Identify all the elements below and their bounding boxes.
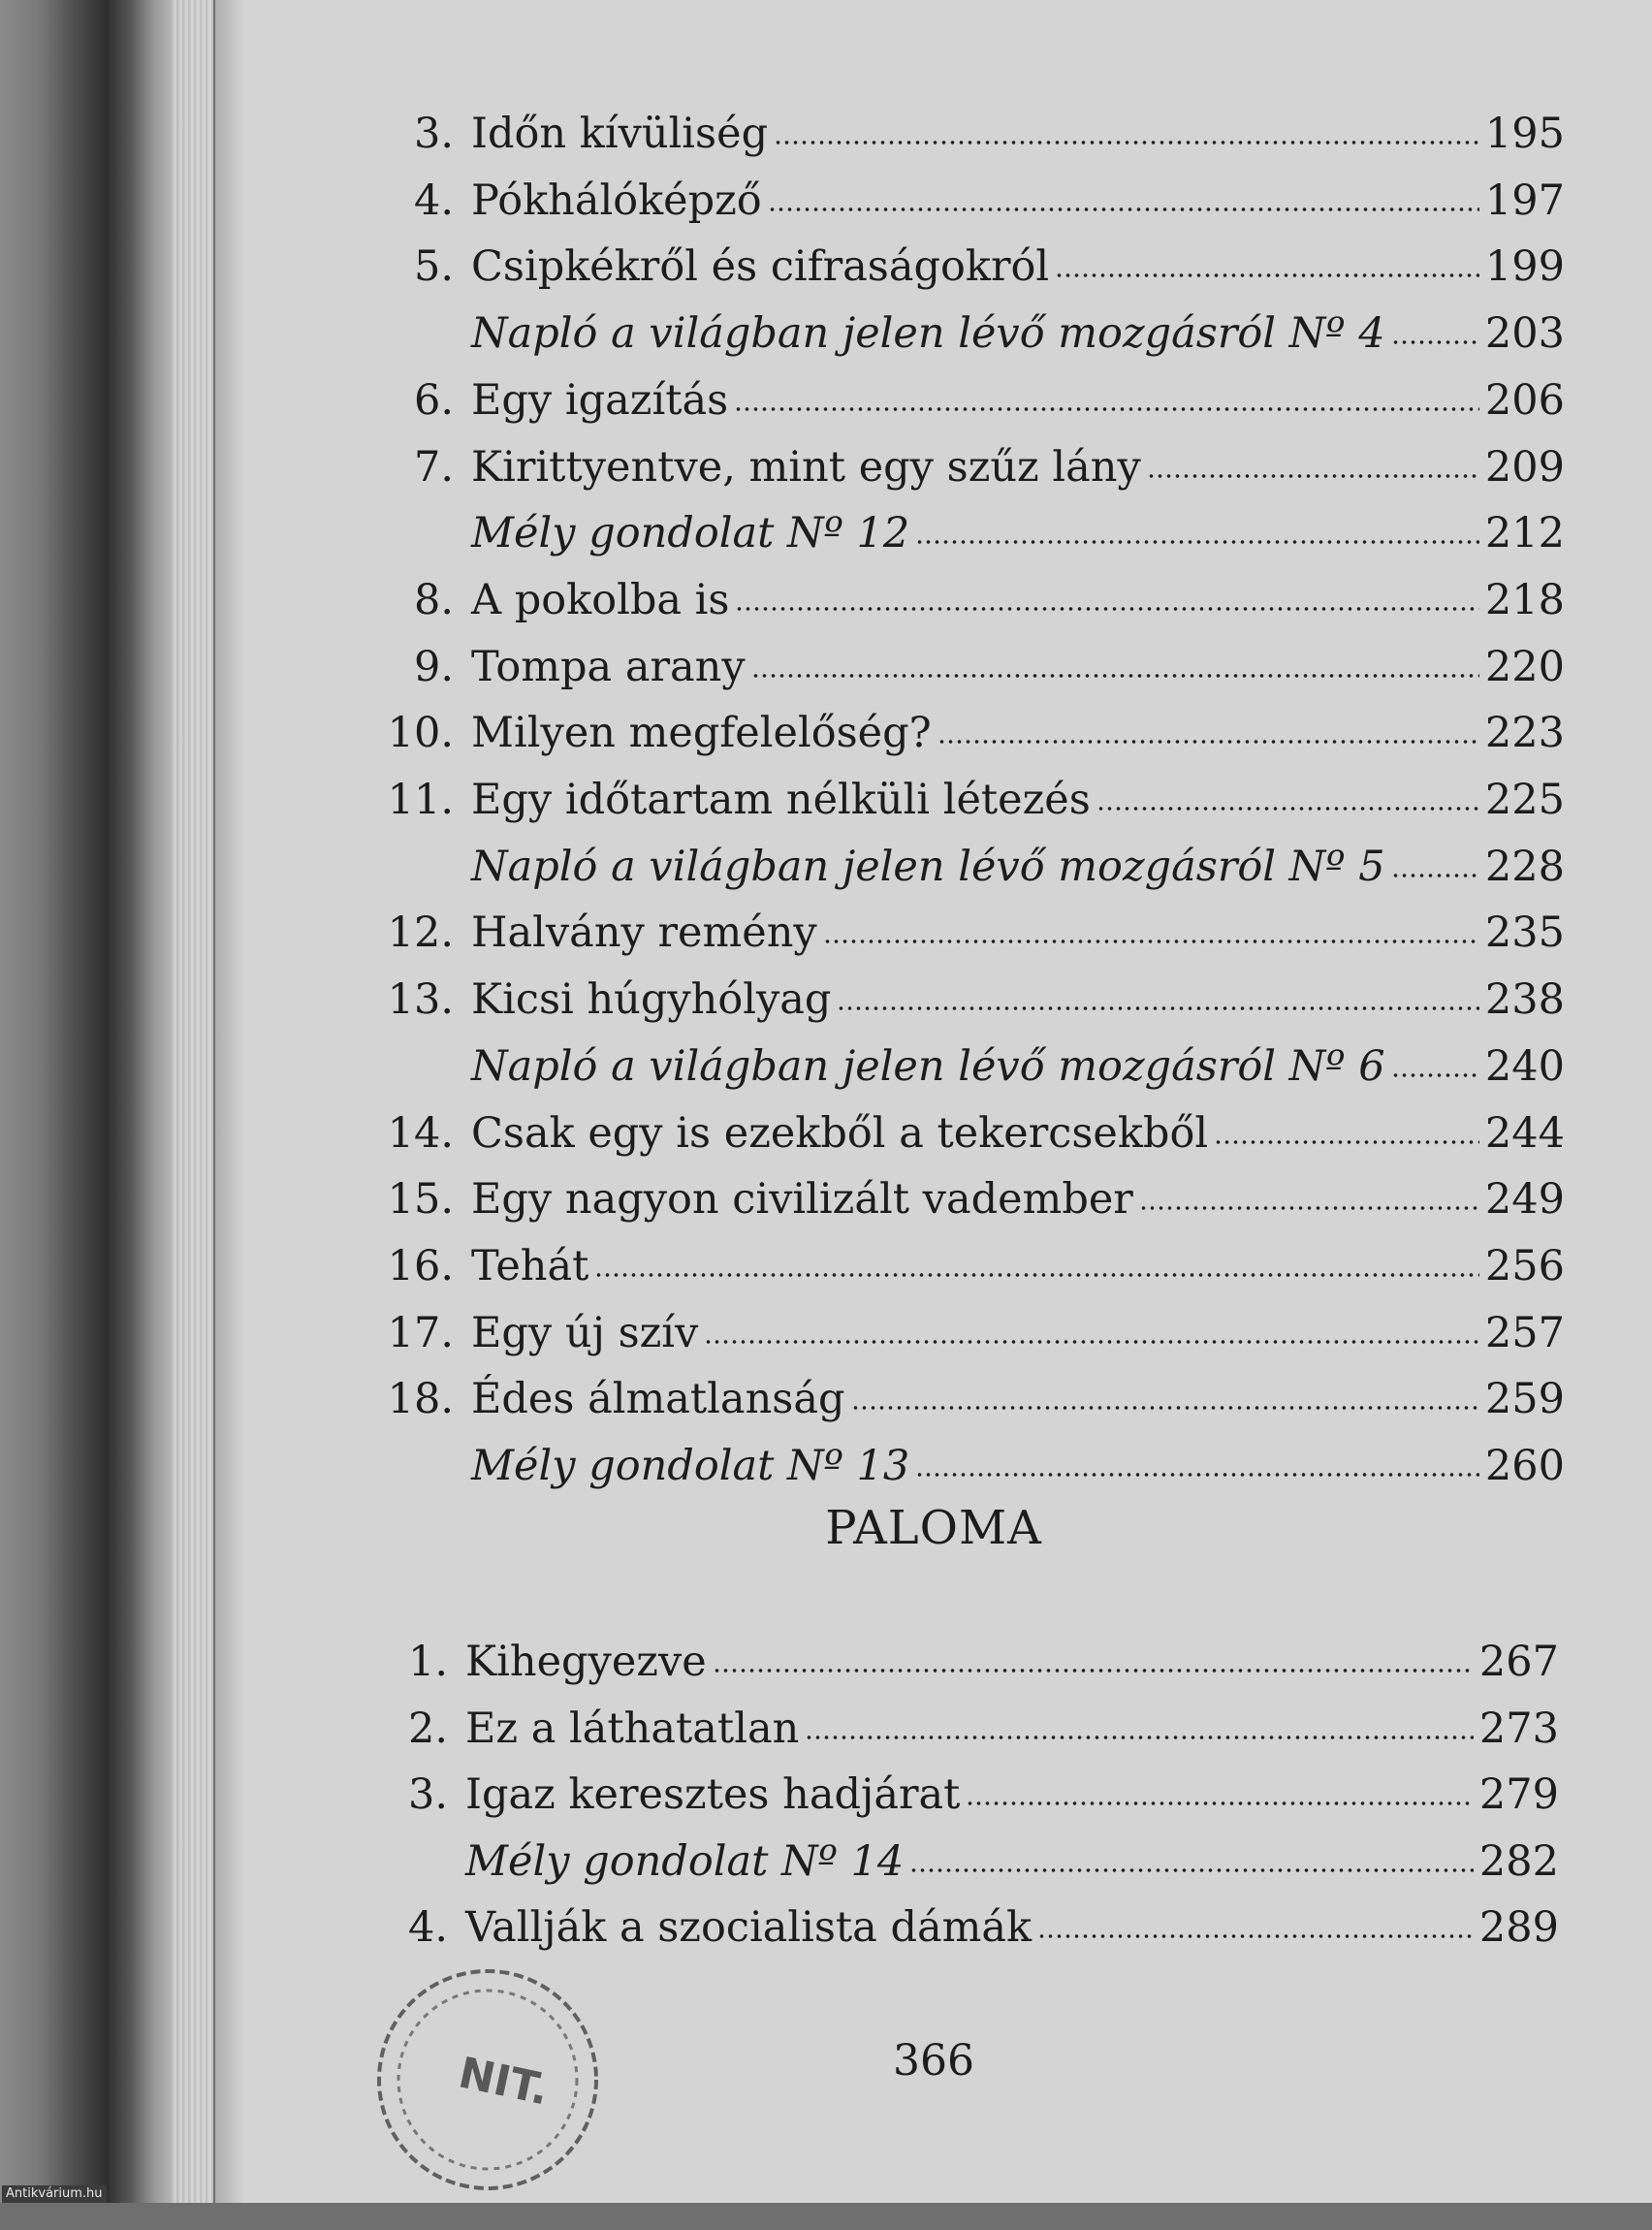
toc-entry-page: 249 [1484, 1175, 1565, 1225]
toc-entry-page: 267 [1478, 1638, 1559, 1686]
toc-entry-page: 238 [1484, 975, 1565, 1025]
toc-entry-title: Mély gondolat Nº 13 [471, 1442, 910, 1490]
toc-entry [225, 1237, 1565, 1295]
toc-entry-number: 3. [413, 110, 454, 158]
toc-entry-leader-dots [1096, 806, 1479, 812]
toc-entry-title: Tompa arany [471, 642, 746, 691]
toc-entry-leader-dots [704, 1339, 1479, 1345]
toc-entry-page: 244 [1484, 1108, 1565, 1158]
toc-entry-number: 17. [387, 1308, 454, 1357]
toc-entry-number: 11. [387, 776, 454, 824]
toc-entry-page: 259 [1484, 1375, 1565, 1424]
toc-entry [225, 1437, 1565, 1495]
toc-entry-title: Milyen megfelelőség? [471, 709, 932, 758]
toc-entry-title: Halvány remény [471, 908, 817, 958]
toc-entry-page: 279 [1478, 1770, 1559, 1819]
toc-entry-leader-dots [966, 1800, 1473, 1806]
toc-entry-page: 273 [1478, 1704, 1559, 1753]
toc-entry-leader-dots [774, 140, 1479, 145]
toc-entry-leader-dots [851, 1405, 1479, 1411]
toc-entry-number: 4. [413, 175, 454, 225]
toc-entry-page: 197 [1484, 175, 1565, 225]
toc-entry [225, 504, 1565, 562]
toc-entry-leader-dots [915, 539, 1479, 545]
toc-entry-page: 223 [1484, 709, 1565, 758]
toc-entry-leader-dots [713, 1668, 1474, 1673]
toc-entry-title: Ez a láthatatlan [465, 1704, 800, 1753]
toc-entry-page: 256 [1484, 1241, 1565, 1290]
toc-entry-leader-dots [1055, 272, 1479, 278]
toc-entry-page: 260 [1484, 1442, 1565, 1490]
toc-entry-title: Csipkékről és cifraságokról [471, 242, 1050, 292]
toc-entry [225, 238, 1565, 296]
toc-entry-leader-dots [768, 207, 1479, 212]
toc-entry-leader-dots [937, 739, 1479, 745]
toc-entry [225, 638, 1565, 696]
toc-entry-leader-dots [837, 1005, 1478, 1011]
toc-entry [225, 1104, 1565, 1163]
toc-entry-number: 9. [413, 642, 454, 691]
stamp-text: NIT. [454, 2048, 554, 2116]
toc-entry [225, 438, 1565, 496]
book-page [215, 0, 1652, 2203]
toc-entry-page: 212 [1484, 509, 1565, 558]
library-stamp [337, 1929, 638, 2230]
toc-entry-number: 3. [407, 1770, 448, 1819]
toc-entry-title: Napló a világban jelen lévő mozgásról Nº 4 [471, 309, 1385, 359]
toc-entry-number: 16. [387, 1241, 454, 1290]
toc-entry-page: 235 [1484, 908, 1565, 958]
toc-entry-title: Igaz keresztes hadjárat [465, 1770, 961, 1819]
toc-entry-title: Egy időtartam nélküli létezés [471, 776, 1091, 824]
toc-entry-page: 209 [1484, 442, 1565, 492]
toc-entry-page: 225 [1484, 776, 1565, 824]
toc-entry-number: 14. [387, 1108, 454, 1158]
toc-entry [225, 172, 1565, 230]
toc-entry-number: 2. [407, 1704, 448, 1753]
toc-entry-leader-dots [594, 1272, 1479, 1278]
page-number: 366 [893, 2036, 974, 2086]
toc-entry-leader-dots [1214, 1139, 1479, 1145]
toc-entry-title: Mély gondolat Nº 14 [465, 1836, 905, 1886]
toc-entry-page: 282 [1478, 1836, 1559, 1886]
toc-entry [225, 1370, 1565, 1428]
section-heading: PALOMA [825, 1501, 1042, 1555]
toc-entry-number: 15. [387, 1175, 454, 1225]
toc-entry [225, 304, 1565, 363]
toc-entry-leader-dots [734, 406, 1479, 412]
toc-entry [219, 1832, 1559, 1891]
toc-entry [225, 105, 1565, 163]
page-edges [171, 0, 213, 2203]
toc-entry-page: 257 [1484, 1308, 1565, 1357]
toc-entry [219, 1700, 1559, 1758]
toc-entry-page: 289 [1478, 1903, 1559, 1952]
toc-entry-leader-dots [751, 673, 1479, 679]
toc-entry-title: Tehát [471, 1241, 589, 1290]
toc-entry-leader-dots [735, 606, 1478, 612]
toc-entry-leader-dots [915, 1472, 1479, 1478]
toc-entry-title: Édes álmatlanság [471, 1375, 845, 1424]
toc-entry-number: 18. [387, 1375, 454, 1424]
book-binding [0, 0, 213, 2203]
toc-entry-leader-dots [909, 1867, 1474, 1873]
toc-entry-title: Vallják a szocialista dámák [465, 1903, 1032, 1952]
toc-entry-number: 10. [387, 709, 454, 758]
toc-entry-number: 6. [413, 375, 454, 425]
toc-entry-title: Mély gondolat Nº 12 [471, 509, 910, 558]
toc-entry [225, 704, 1565, 762]
toc-entry [219, 1633, 1559, 1691]
toc-entry-page: 228 [1484, 842, 1565, 891]
toc-entry-number: 8. [413, 575, 454, 624]
toc-entry-number: 7. [413, 442, 454, 492]
toc-entry-title: Kicsi húgyhólyag [471, 975, 832, 1025]
toc-entry-title: Kihegyezve [465, 1638, 707, 1686]
toc-entry-number: 4. [407, 1903, 448, 1952]
toc-entry-leader-dots [1037, 1933, 1474, 1939]
toc-entry-leader-dots [823, 939, 1479, 944]
toc-entry [225, 1304, 1565, 1362]
toc-entry-title: A pokolba is [471, 575, 730, 624]
toc-entry-title: Napló a világban jelen lévő mozgásról Nº 6 [471, 1041, 1385, 1091]
toc-entry [225, 771, 1565, 829]
toc-entry-page: 203 [1484, 309, 1565, 359]
toc-entry [225, 1170, 1565, 1228]
toc-entry [219, 1766, 1559, 1824]
toc-entry-title: Egy igazítás [471, 375, 729, 425]
toc-entry-leader-dots [1391, 1072, 1479, 1078]
toc-entry-number: 5. [413, 242, 454, 292]
toc-entry-leader-dots [1147, 473, 1479, 479]
toc-entry-page: 195 [1484, 110, 1565, 158]
toc-entry [225, 371, 1565, 430]
toc-entry-page: 240 [1484, 1041, 1565, 1091]
watermark: Antikvárium.hu [2, 2185, 107, 2203]
toc-entry-title: Pókhálóképző [471, 175, 762, 225]
toc-entry [225, 904, 1565, 962]
toc-entry-page: 206 [1484, 375, 1565, 425]
toc-entry-leader-dots [1139, 1205, 1479, 1211]
toc-entry-page: 220 [1484, 642, 1565, 691]
toc-entry-page: 218 [1484, 575, 1565, 624]
toc-entry [225, 571, 1565, 629]
toc-entry-number: 1. [407, 1638, 448, 1686]
toc-entry-title: Kirittyentve, mint egy szűz lány [471, 442, 1141, 492]
toc-entry-leader-dots [1391, 873, 1479, 878]
toc-entry-page: 199 [1484, 242, 1565, 292]
toc-entry-number: 13. [387, 975, 454, 1025]
toc-entry-number: 12. [387, 908, 454, 958]
toc-entry-leader-dots [1391, 339, 1479, 345]
toc-entry-title: Egy nagyon civilizált vadember [471, 1175, 1133, 1225]
toc-entry-title: Időn kívüliség [471, 110, 769, 158]
toc-entry [225, 1037, 1565, 1096]
toc-entry-title: Csak egy is ezekből a tekercsekből [471, 1108, 1209, 1158]
toc-entry-leader-dots [805, 1735, 1474, 1740]
toc-entry [225, 838, 1565, 896]
toc-entry-title: Napló a világban jelen lévő mozgásról Nº 5 [471, 842, 1385, 891]
toc-entry-title: Egy új szív [471, 1308, 699, 1357]
toc-entry [225, 971, 1565, 1029]
